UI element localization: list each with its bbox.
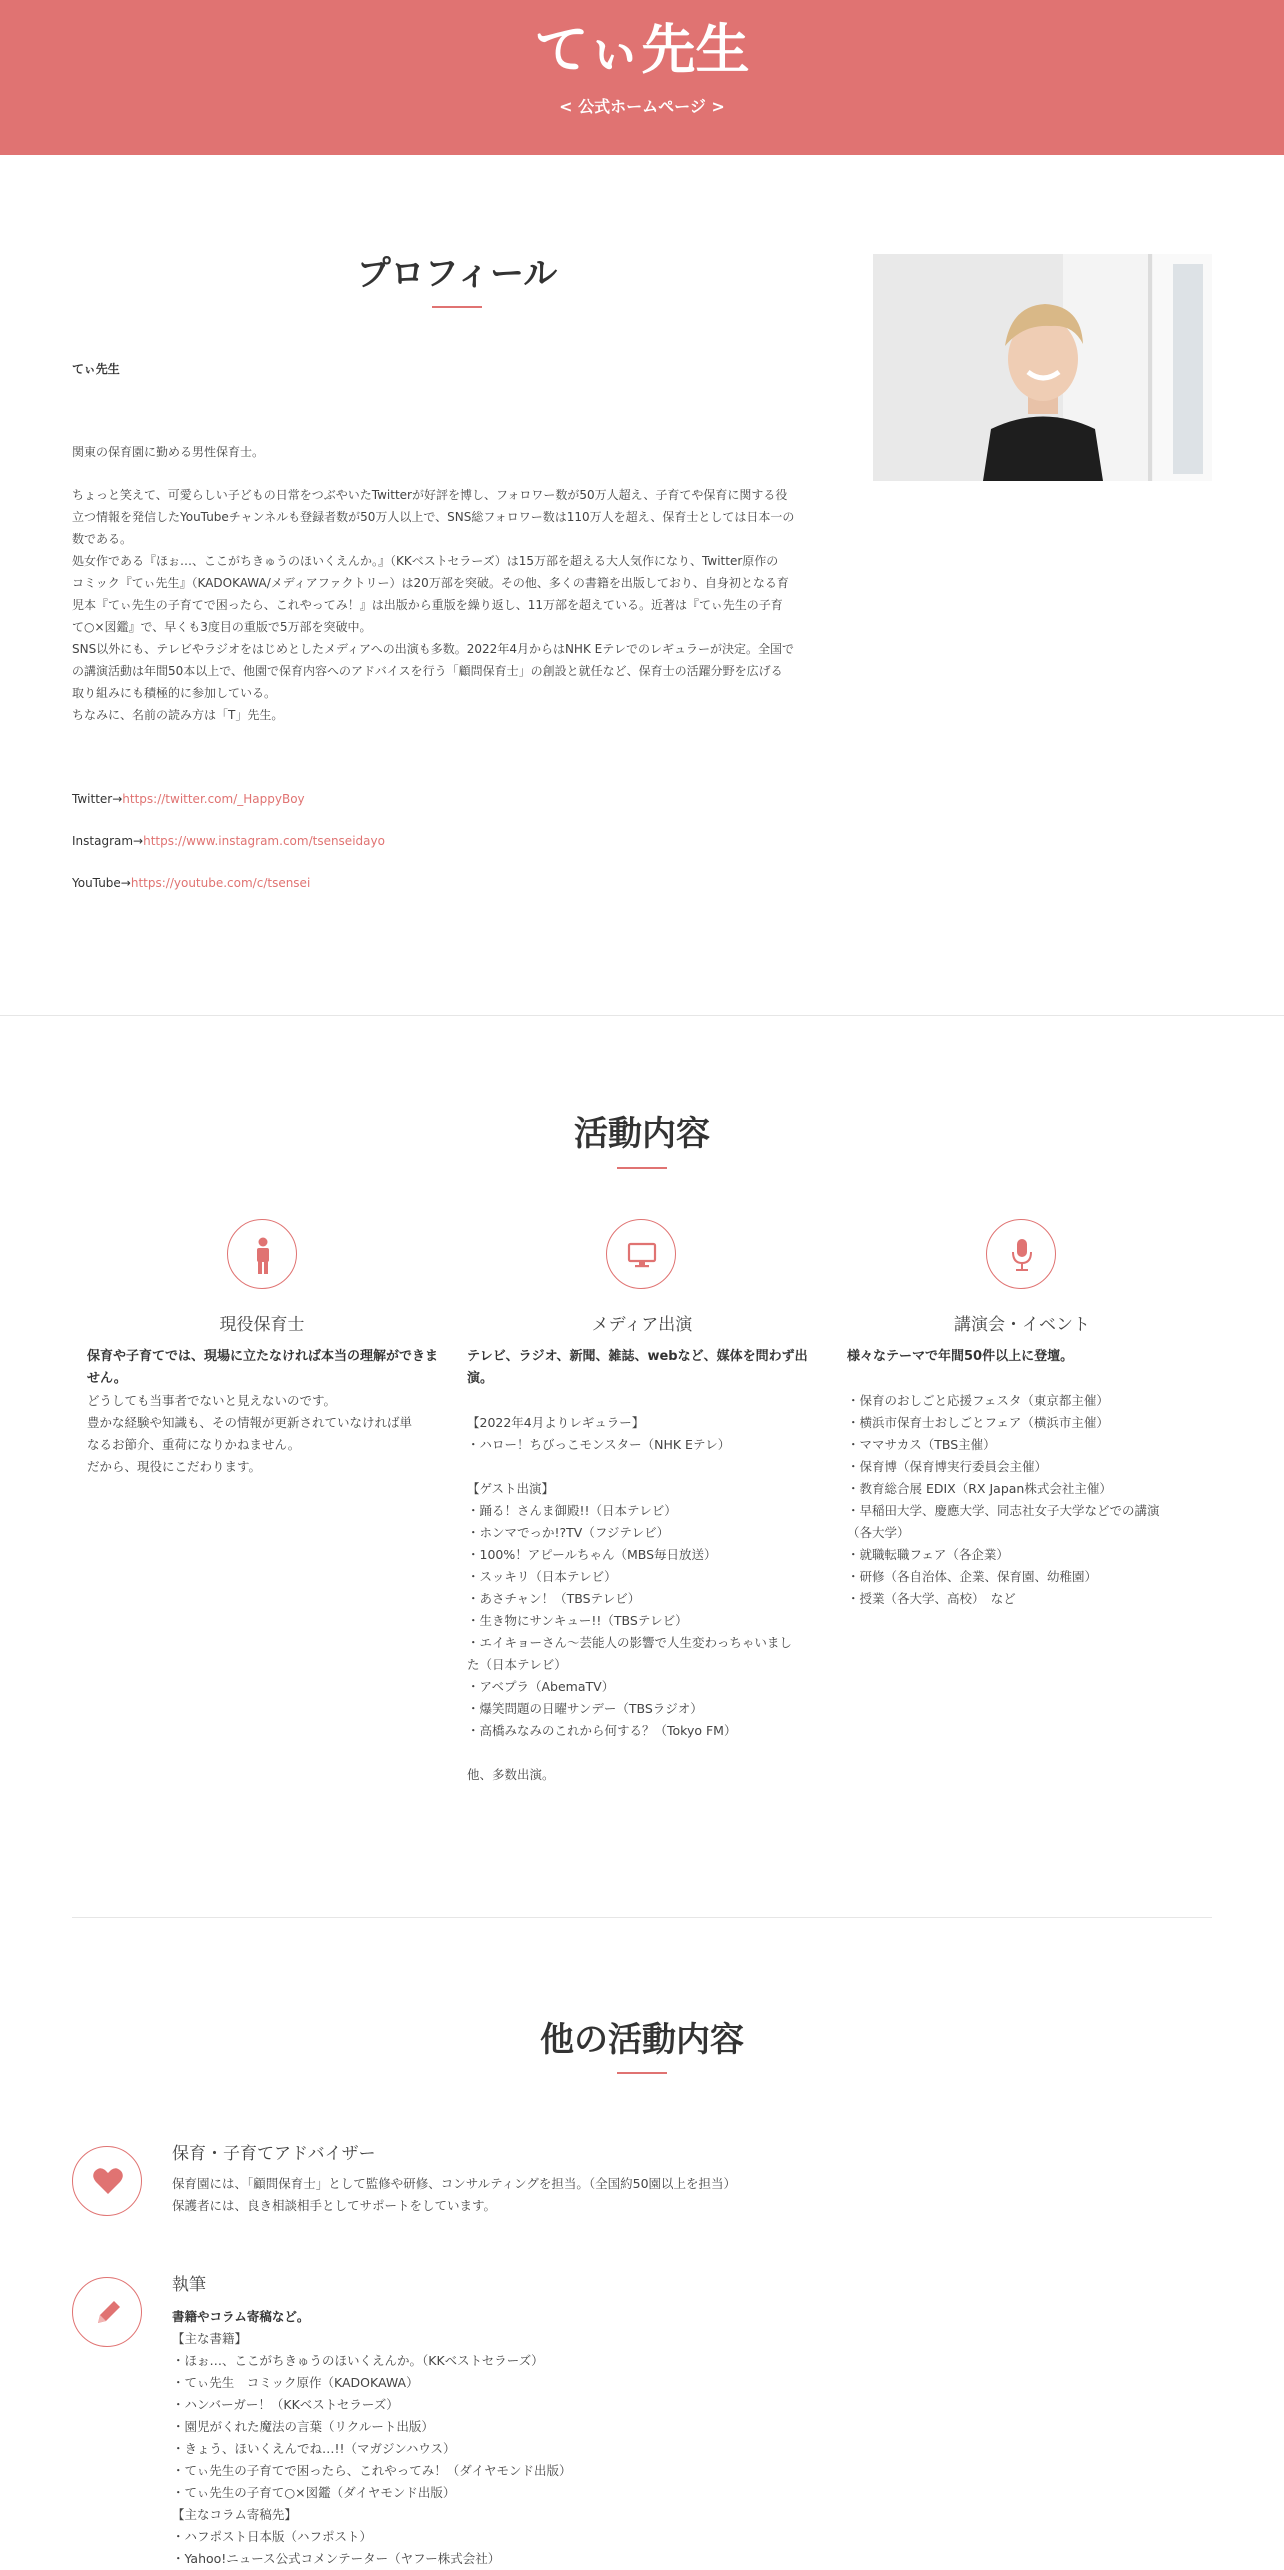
activity-line: [467, 1390, 847, 1412]
instagram-link[interactable]: https://www.instagram.com/tsenseidayo: [143, 834, 385, 848]
activity-line: 豊かな経験や知識も、その情報が更新されていなければ単: [87, 1415, 413, 1430]
title-underline: [617, 1167, 667, 1169]
activity-line: ・教育総合展 EDIX（RX Japan株式会社主催）: [847, 1481, 1112, 1496]
other-line: 【主なコラム寄稿先】: [172, 2507, 297, 2522]
site-title[interactable]: てぃ先生: [534, 18, 750, 81]
activity-line: 他、多数出演。: [467, 1767, 555, 1782]
activity-lead-media: [467, 1346, 847, 1390]
activity-line: ・スッキリ（日本テレビ）: [467, 1569, 617, 1584]
other-line: ・Yahoo!ニュース公式コメンテーター（ヤフー株式会社）: [172, 2551, 501, 2566]
other-line: 保護者には、良き相談相手としてサポートをしています。: [172, 2198, 497, 2213]
activity-line: 【2022年4月よりレギュラー】: [467, 1415, 645, 1430]
activity-line: ・研修（各自治体、企業、保育園、幼稚園）: [847, 1569, 1098, 1584]
profile-bio-line: て○×図鑑』で、早くも3度目の重版で5万部を突破中。: [72, 620, 372, 634]
activity-heading-events: 講演会・イベント: [954, 1315, 1090, 1335]
profile-bio-line: ちなみに、名前の読み方は「T」先生。: [72, 708, 284, 722]
profile-title: プロフィール: [356, 254, 558, 294]
activity-line: ・ハロー！ちびっこモンスター（NHK Eテレ）: [467, 1437, 731, 1452]
activity-line: ・早稲田大学、慶應大学、同志社女子大学などでの講演: [847, 1503, 1160, 1518]
activity-line: ・100%！アピールちゃん（MBS毎日放送）: [467, 1547, 717, 1562]
activity-lead-nursery: [87, 1346, 467, 1390]
activity-lead-line: 演。: [467, 1371, 494, 1386]
other-line: 【主な書籍】: [172, 2331, 248, 2346]
other-lead-writing: 書籍やコラム寄稿など。: [172, 2309, 310, 2324]
section-divider: [72, 1917, 1212, 1918]
activity-line: どうしても当事者でないと見えないのです。: [87, 1393, 337, 1408]
profile-bio-line: 処女作である『ほぉ…、ここがちきゅうのほいくえんか。』（KKベストセラーズ）は15万部を超える大人気作になり、Twitter原作の: [72, 554, 779, 568]
profile-bio-line: の講演活動は年間50本以上で、他園で保育内容へのアドバイスを行う「顧問保育士」の創設と就任など、保育士の活躍分野を広げる: [72, 664, 783, 678]
profile-name: てぃ先生: [72, 362, 120, 376]
site-subtitle: < 公式ホームページ >: [559, 97, 725, 116]
activity-line: だから、現役にこだわります。: [87, 1459, 262, 1474]
other-line: ・てぃ先生の子育てで困ったら、これやってみ！（ダイヤモンド出版）: [172, 2463, 572, 2478]
youtube-label: YouTube→: [72, 876, 131, 890]
activity-lead-line: せん。: [87, 1371, 127, 1386]
profile-intro: 関東の保育園に勤める男性保育士。: [72, 445, 265, 459]
profile-bio-line: ちょっと笑えて、可愛らしい子どもの日常をつぶやいたTwitterが好評を博し、フォロワー数が50万人超え、子育てや保育に関する役: [72, 488, 788, 502]
profile-photo: [873, 254, 1212, 481]
activity-line: ・あさチャン！（TBSテレビ）: [467, 1591, 641, 1606]
other-line: ・園児がくれた魔法の言葉（リクルート出版）: [172, 2419, 434, 2434]
profile-bio: [72, 484, 842, 726]
other-activities-title: 他の活動内容: [540, 2020, 744, 2060]
activity-heading-media: メディア出演: [591, 1315, 693, 1335]
youtube-link-row: [72, 873, 310, 893]
title-underline: [432, 306, 482, 308]
activity-heading-nursery: 現役保育士: [219, 1315, 305, 1335]
activity-line: ・保育のおしごと応援フェスタ（東京都主催）: [847, 1393, 1109, 1408]
activity-lead-line: 保育や子育てでは、現場に立たなければ本当の理解ができま: [87, 1349, 439, 1364]
monitor-icon: [606, 1219, 676, 1289]
instagram-label: Instagram→: [72, 834, 144, 848]
instagram-link-row: [72, 831, 385, 851]
activity-line: なるお節介、重荷になりかねません。: [87, 1437, 301, 1452]
activity-text-events: [847, 1368, 1227, 1610]
activity-line: 【ゲスト出演】: [467, 1481, 555, 1496]
pencil-icon: [72, 2277, 142, 2347]
profile-bio-line: 取り組みにも積極的に参加している。: [72, 686, 277, 700]
activity-line: [467, 1456, 847, 1478]
activity-line: [467, 1742, 847, 1764]
other-line: ・ハンバーガー！（KKベストセラーズ）: [172, 2397, 399, 2412]
activity-line: （各大学）: [847, 1525, 910, 1540]
activity-lead-events: [847, 1346, 1227, 1368]
youtube-link[interactable]: https://youtube.com/c/tsensei: [130, 876, 311, 890]
twitter-label: Twitter→: [72, 792, 123, 806]
profile-bio-line: 数である。: [72, 532, 133, 546]
twitter-link-row: [72, 789, 305, 809]
activity-line: ・ホンマでっか!?TV（フジテレビ）: [467, 1525, 670, 1540]
activity-line: ・高橋みなみのこれから何する？（Tokyo FM）: [467, 1723, 737, 1738]
profile-bio-line: コミック『てぃ先生』（KADOKAWA/メディアファクトリー）は20万部を突破。その他、多くの書籍を出版しており、自身初となる育: [72, 576, 789, 590]
activity-line: た（日本テレビ）: [467, 1657, 567, 1672]
other-heading-advisor: 保育・子育てアドバイザー: [172, 2144, 376, 2164]
activity-title: 活動内容: [574, 1114, 710, 1154]
profile-bio-line: 児本『てぃ先生の子育てで困ったら、これやってみ！』は出版から重版を繰り返し、11万部を超えている。近著は『てぃ先生の子育: [72, 598, 783, 612]
activity-line: ・アベプラ（AbemaTV）: [467, 1679, 615, 1694]
other-text-writing: [172, 2328, 1172, 2570]
heart-icon: [72, 2146, 142, 2216]
site-header: [0, 0, 1284, 155]
activity-lead-line: 様々なテーマで年間50件以上に登壇。: [847, 1349, 1074, 1364]
other-line: 保育園には、「顧問保育士」として監修や研修、コンサルティングを担当。（全国約50園以上を担当）: [172, 2176, 737, 2191]
activity-line: ・授業（各大学、高校） など: [847, 1591, 1016, 1606]
activity-line: ・就職転職フェア（各企業）: [847, 1547, 1009, 1562]
other-line: ・きょう、ほいくえんでね…!!（マガジンハウス）: [172, 2441, 456, 2456]
activity-line: ・ママサカス（TBS主催）: [847, 1437, 996, 1452]
other-heading-writing: 執筆: [172, 2275, 206, 2295]
activity-line: ・爆笑問題の日曜サンデー（TBSラジオ）: [467, 1701, 703, 1716]
other-line: ・てぃ先生 コミック原作（KADOKAWA）: [172, 2375, 419, 2390]
person-icon: [227, 1219, 297, 1289]
activity-lead-line: テレビ、ラジオ、新聞、雑誌、webなど、媒体を問わず出: [467, 1349, 808, 1364]
other-line: ・ほぉ…、ここがちきゅうのほいくえんか。（KKベストセラーズ）: [172, 2353, 544, 2368]
activity-line: [847, 1368, 1227, 1390]
profile-bio-line: SNS以外にも、テレビやラジオをはじめとしたメディアへの出演も多数。2022年4月からはNHK Eテレでのレギュラーが決定。全国で: [72, 642, 794, 656]
other-line: ・ハフポスト日本版（ハフポスト）: [172, 2529, 373, 2544]
other-text-advisor: [172, 2173, 1172, 2217]
profile-bio-line: 立つ情報を発信したYouTubeチャンネルも登録者数が50万人以上で、SNS総フォロワー数は110万人を超え、保育士としては日本一の: [72, 510, 795, 524]
twitter-link[interactable]: https://twitter.com/_HappyBoy: [122, 792, 305, 806]
other-line: ・てぃ先生の子育て○×図鑑（ダイヤモンド出版）: [172, 2485, 456, 2500]
activity-text-nursery: [87, 1390, 467, 1478]
activity-text-media: [467, 1390, 847, 1786]
microphone-icon: [986, 1219, 1056, 1289]
section-divider: [0, 1015, 1284, 1016]
activity-line: ・保育博（保育博実行委員会主催）: [847, 1459, 1048, 1474]
activity-line: ・生き物にサンキュー!!（TBSテレビ）: [467, 1613, 688, 1628]
activity-line: ・踊る！さんま御殿!!（日本テレビ）: [467, 1503, 677, 1518]
activity-line: ・エイキョーさん〜芸能人の影響で人生変わっちゃいまし: [467, 1635, 792, 1650]
activity-line: ・横浜市保育士おしごとフェア（横浜市主催）: [847, 1415, 1109, 1430]
title-underline: [617, 2072, 667, 2074]
